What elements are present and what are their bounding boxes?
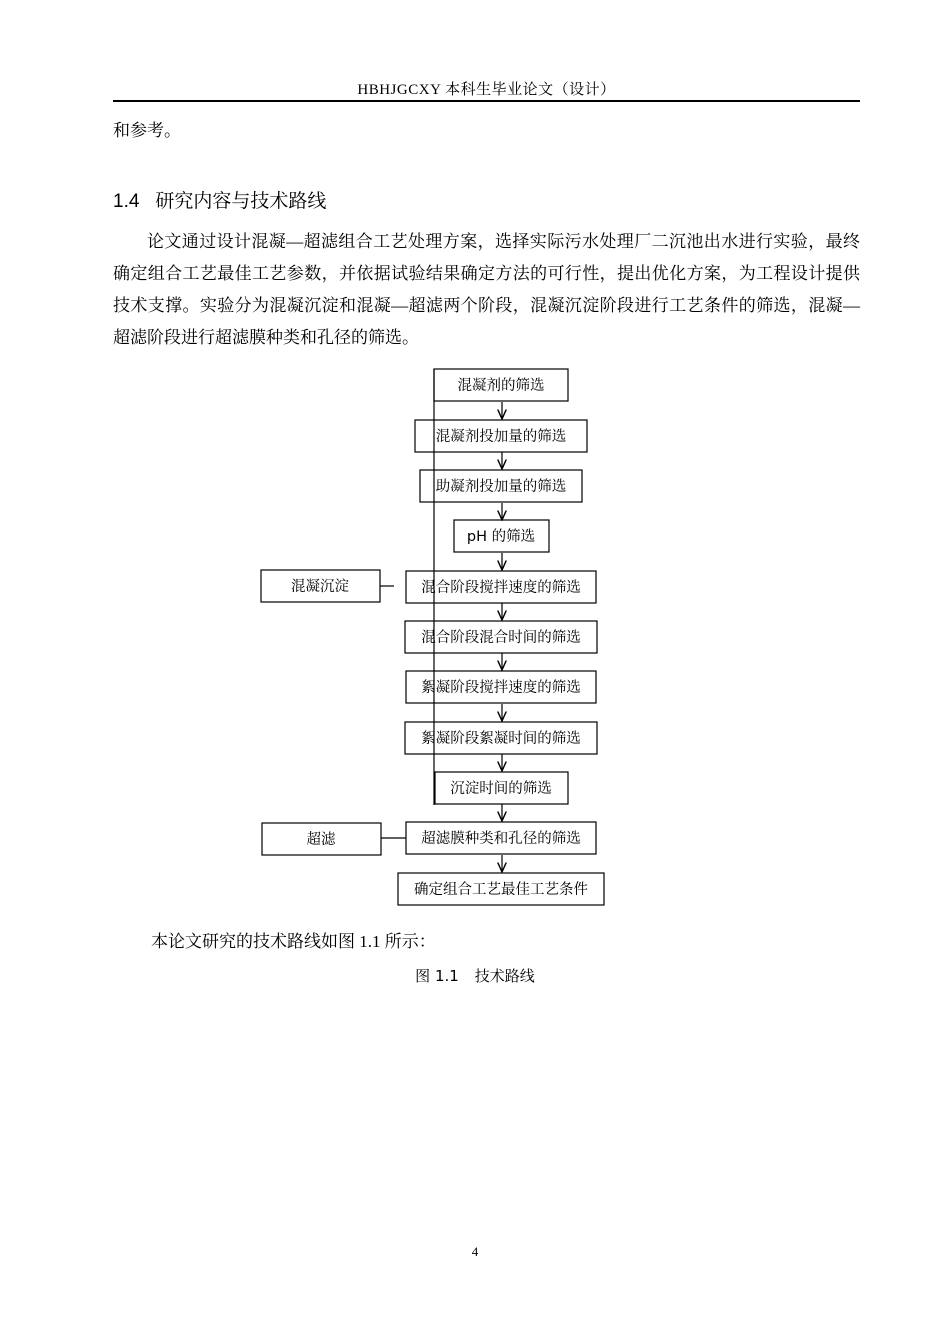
section-number: 1.4: [113, 191, 140, 212]
step-box-4: [454, 520, 549, 552]
step-box-11: [398, 873, 604, 905]
step-box-5: [406, 571, 596, 603]
step-label-6: 混合阶段混合时间的筛选: [421, 630, 581, 646]
step-label-9: 沉淀时间的筛选: [450, 781, 552, 797]
step-label-3: 助凝剂投加量的筛选: [435, 479, 567, 495]
continuation-text: 和参考。: [113, 121, 181, 140]
step-label-10: 超滤膜种类和孔径的筛选: [421, 831, 581, 847]
section-title: 研究内容与技术路线: [155, 190, 327, 212]
step-box-2: [415, 420, 587, 452]
stage-boxes: [261, 570, 406, 855]
step-label-2: 混凝剂投加量的筛选: [435, 429, 567, 445]
step-box-1: [434, 369, 568, 401]
step-labels: [414, 377, 588, 898]
stage-box-coagulation: [261, 570, 380, 602]
page-number: 4: [471, 1244, 479, 1259]
section-heading: [113, 187, 326, 216]
figure-number: 图 1.1: [415, 967, 459, 985]
step-box-6: [405, 621, 597, 653]
stage-label-coagulation: 混凝沉淀: [291, 579, 349, 595]
step-boxes: [398, 369, 604, 905]
step-label-4: pH 的筛选: [466, 529, 536, 545]
stage-label-ultrafiltration: 超滤: [306, 832, 336, 848]
step-box-8: [405, 722, 597, 754]
step-label-7: 絮凝阶段搅拌速度的筛选: [421, 680, 581, 696]
step-label-8: 絮凝阶段絮凝时间的筛选: [421, 731, 581, 747]
step-label-11: 确定组合工艺最佳工艺条件: [414, 882, 588, 898]
stage-box-ultrafiltration: [262, 823, 381, 855]
step-label-1: 混凝剂的筛选: [457, 378, 545, 394]
body-paragraph: 论文通过设计混凝—超滤组合工艺处理方案，选择实际污水处理厂二沉池出水进行实验，最终确定组合工艺最佳工艺参数，并依据试验结果确定方法的可行性，提出优化方案，为工程设计提供技术支撑。实验分为混凝沉淀和混凝—超滤两个阶段，混凝沉淀阶段进行工艺条件的筛选，混凝—超滤阶段进行超滤膜种类和孔径的筛选。: [113, 232, 860, 347]
step-box-3: [420, 470, 582, 502]
step-box-9: [435, 772, 568, 804]
figure-lead-text: 本论文研究的技术路线如图 1.1 所示：: [151, 932, 436, 951]
step-label-5: 混合阶段搅拌速度的筛选: [421, 580, 581, 596]
step-box-10: [406, 822, 596, 854]
header-rule: [113, 100, 860, 102]
figure-title: 技术路线: [474, 967, 535, 985]
running-header: HBHJGCXY 本科生毕业论文（设计）: [357, 82, 616, 98]
step-box-7: [406, 671, 596, 703]
figure-caption: [0, 965, 950, 987]
